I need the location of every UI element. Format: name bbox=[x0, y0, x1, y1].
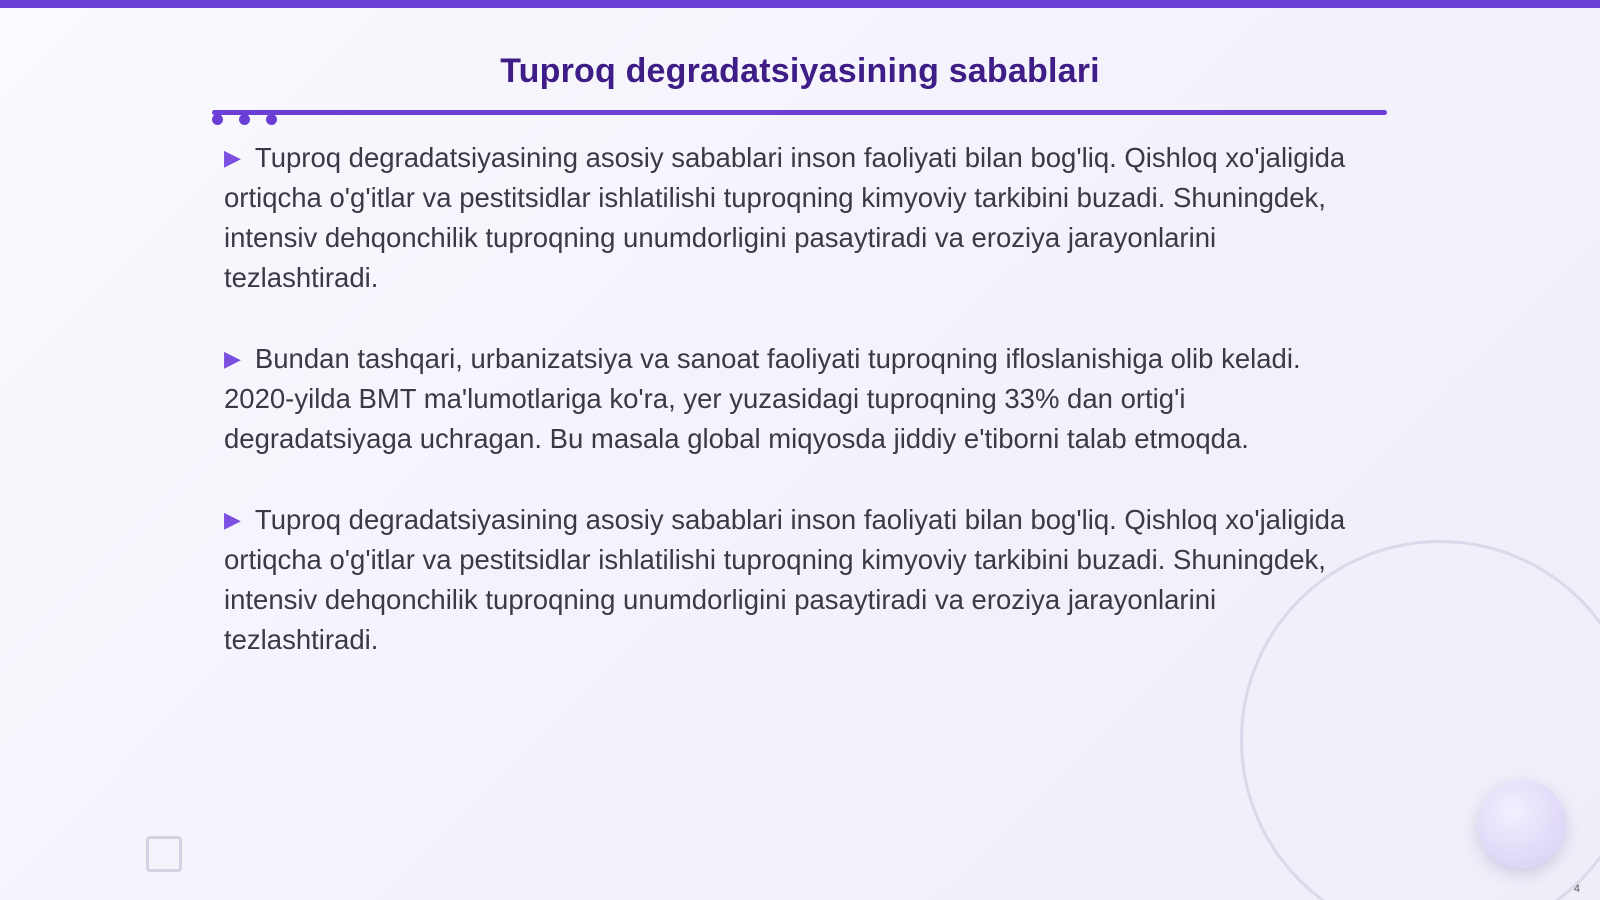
bullet-arrow-icon: ▶ bbox=[224, 145, 241, 170]
top-accent-stripe bbox=[0, 0, 1600, 8]
page-number: 4 bbox=[1573, 883, 1580, 895]
title-underline bbox=[212, 110, 1387, 115]
bullet-paragraph bbox=[224, 138, 1354, 298]
slide-body bbox=[224, 138, 1354, 701]
bullet-arrow-icon: ▶ bbox=[224, 507, 241, 532]
decorative-orb bbox=[1478, 780, 1566, 868]
bullet-text: Tuproq degradatsiyasining asosiy sabablari inson faoliyati bilan bog'liq. Qishloq xo'jaligida ortiqcha o'g'itlar va pestitsidlar ishlatilishi tuproqning kimyoviy tarkibini buzadi. Shuningdek, intensiv dehqonchilik tuproqning unumdorligini pasaytiradi va eroziya jarayonlarini tezlashtiradi. bbox=[224, 142, 1346, 293]
bullet-arrow-icon: ▶ bbox=[224, 346, 241, 371]
bullet-paragraph bbox=[224, 500, 1354, 660]
bullet-text: Bundan tashqari, urbanizatsiya va sanoat faoliyati tuproqning ifloslanishiga olib keladi. 2020-yilda BMT ma'lumotlariga ko'ra, yer yuzasidagi tuproqning 33% dan ortig'i degradatsiyaga uchragan. Bu masala global miqyosda jiddiy e'tiborni talab etmoqda. bbox=[224, 343, 1301, 454]
decorative-dot bbox=[239, 114, 250, 125]
decorative-dot bbox=[212, 114, 223, 125]
slide-title: Tuproq degradatsiyasining sabablari bbox=[500, 52, 1100, 90]
decorative-square bbox=[146, 836, 182, 872]
decorative-dot bbox=[266, 114, 277, 125]
bullet-text: Tuproq degradatsiyasining asosiy sabablari inson faoliyati bilan bog'liq. Qishloq xo'jaligida ortiqcha o'g'itlar va pestitsidlar ishlatilishi tuproqning kimyoviy tarkibini buzadi. Shuningdek, intensiv dehqonchilik tuproqning unumdorligini pasaytiradi va eroziya jarayonlarini tezlashtiradi. bbox=[224, 504, 1346, 655]
bullet-paragraph bbox=[224, 339, 1354, 459]
